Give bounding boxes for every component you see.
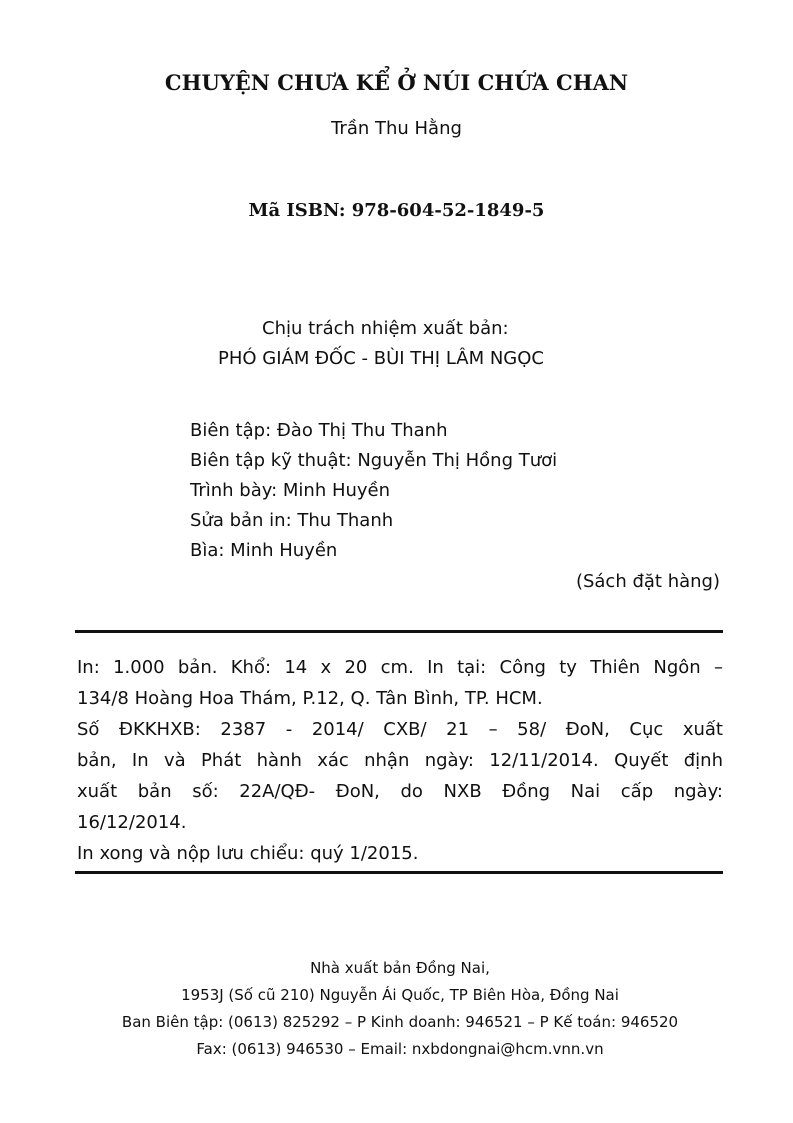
imprint-line: In xong và nộp lưu chiểu: quý 1/2015. xyxy=(77,843,419,864)
publisher-fax-email: Fax: (0613) 946530 – Email: nxbdongnai@hcm.vnn.vn xyxy=(196,1040,604,1058)
imprint-line: 16/12/2014. xyxy=(77,812,187,833)
publisher-phones: Ban Biên tập: (0613) 825292 – P Kinh doanh: 946521 – P Kế toán: 946520 xyxy=(121,1013,679,1031)
author: Trần Thu Hằng xyxy=(331,118,462,139)
credit-cover: Bìa: Minh Huyền xyxy=(190,540,338,561)
imprint-line: xuất bản số: 22A/QĐ- ĐoN, do NXB Đồng Nai cấp ngày: xyxy=(77,781,723,802)
imprint-line: In: 1.000 bản. Khổ: 14 x 20 cm. In tại: Công ty Thiên Ngôn – xyxy=(77,657,723,678)
imprint-line: Số ĐKKHXB: 2387 - 2014/ CXB/ 21 – 58/ ĐoN, Cục xuất xyxy=(77,719,723,740)
isbn: Mã ISBN: 978-604-52-1849-5 xyxy=(248,200,545,221)
bottom-divider xyxy=(75,871,723,874)
book-title: CHUYỆN CHƯA KỂ Ở NÚI CHỨA CHAN xyxy=(164,70,629,95)
imprint-block xyxy=(77,652,723,869)
responsibility-name: PHÓ GIÁM ĐỐC - BÙI THỊ LÂM NGỌC xyxy=(218,348,544,369)
publisher-name: Nhà xuất bản Đồng Nai, xyxy=(310,959,490,977)
responsibility-label: Chịu trách nhiệm xuất bản: xyxy=(262,318,509,339)
order-note: (Sách đặt hàng) xyxy=(575,571,720,592)
credit-proofreader: Sửa bản in: Thu Thanh xyxy=(190,510,394,531)
publisher-address: 1953J (Số cũ 210) Nguyễn Ái Quốc, TP Biên Hòa, Đồng Nai xyxy=(181,986,619,1004)
imprint-line: bản, In và Phát hành xác nhận ngày: 12/11/2014. Quyết định xyxy=(77,750,723,771)
top-divider xyxy=(75,630,723,633)
publisher-info xyxy=(0,955,793,1063)
credit-editor: Biên tập: Đào Thị Thu Thanh xyxy=(190,420,448,441)
credit-technical-editor: Biên tập kỹ thuật: Nguyễn Thị Hồng Tươi xyxy=(190,450,558,471)
imprint-line: 134/8 Hoàng Hoa Thám, P.12, Q. Tân Bình, TP. HCM. xyxy=(77,688,543,709)
credit-layout: Trình bày: Minh Huyền xyxy=(190,480,391,501)
